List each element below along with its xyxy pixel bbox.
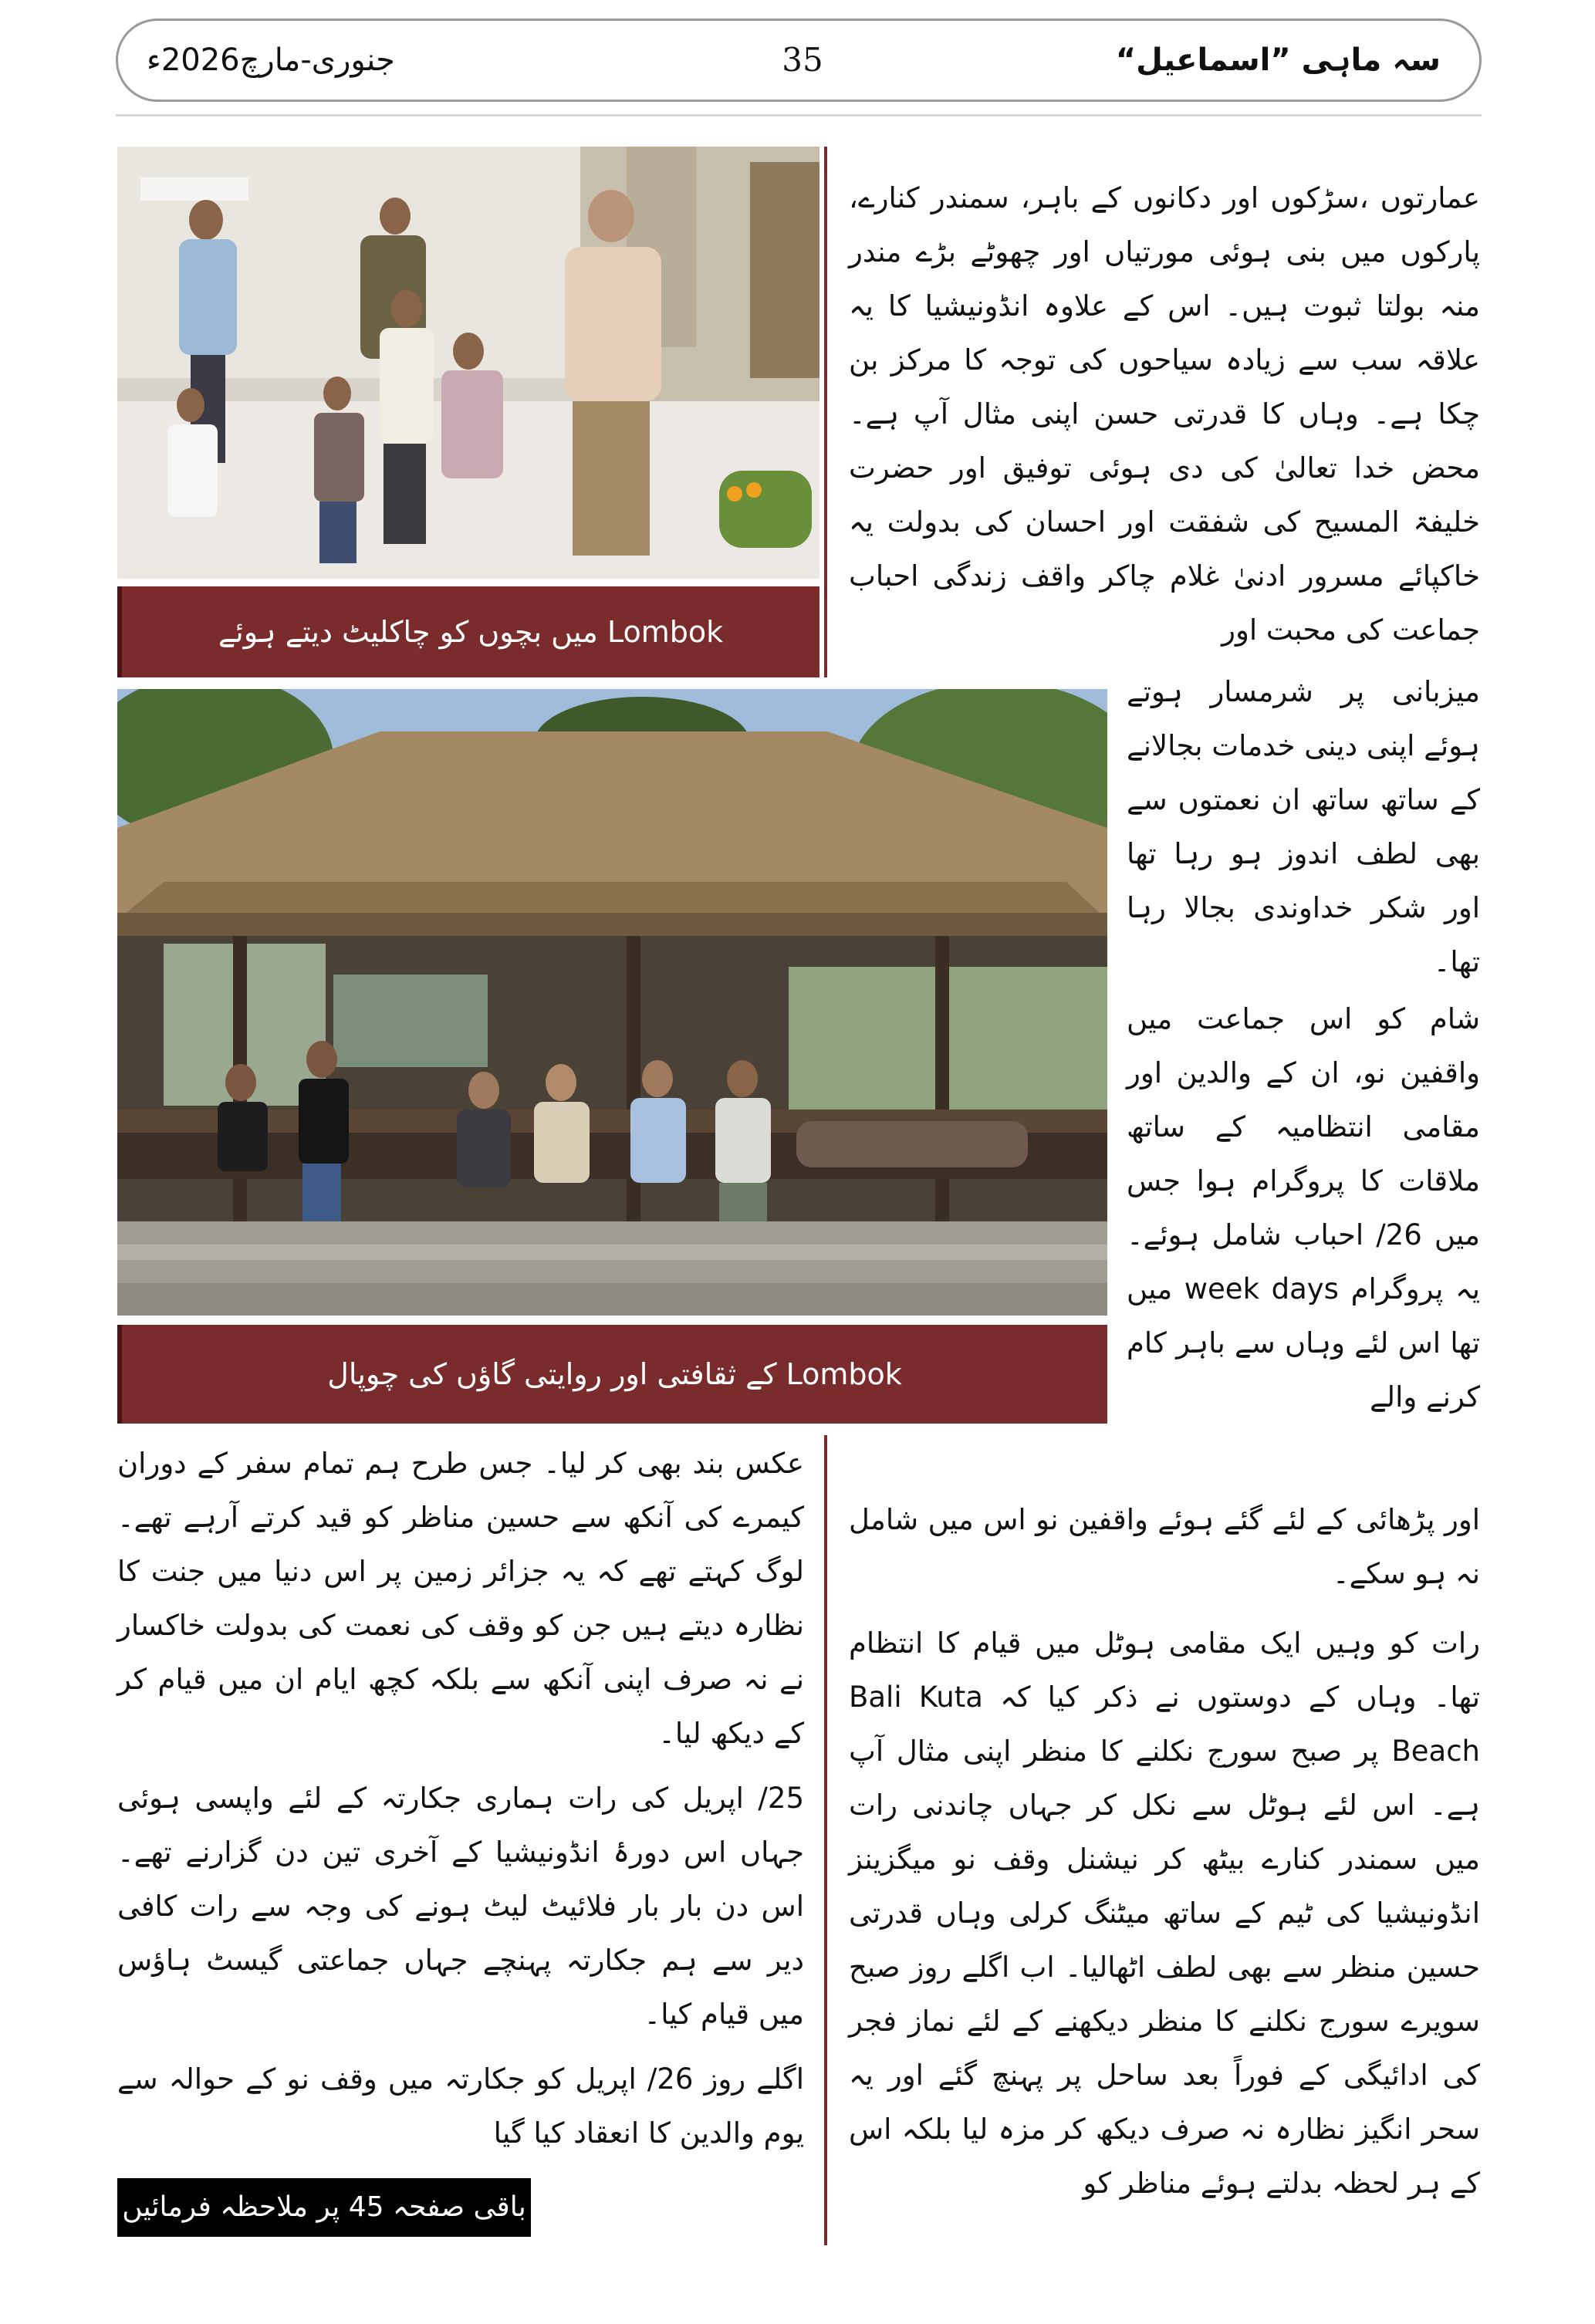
paragraph: عکس بند بھی کر لیا۔ جس طرح ہم تمام سفر کے دوران کیمرے کی آنکھ سے حسین مناظر کو قید کرتے آرہے تھے۔ لوگ کہتے تھے کہ یہ جزائر زمین پر اس دنیا میں جنت کا نظارہ دیتے ہیں جن کو وقف کی نعمت کی بدولت خاکسار نے نہ صرف اپنی آنکھ سے بلکہ کچھ ایام ان میں قیام کر کے دیکھ لیا۔: [117, 1447, 804, 1750]
paragraph: رات کو وہیں ایک مقامی ہوٹل میں قیام کا انتظام تھا۔ وہاں کے دوستوں نے ذکر کیا کہ Bali Kuta Beach پر صبح سورج نکلنے کا منظر اپنی مثال آپ ہے۔ اس لئے ہوٹل سے نکل کر جہاں چاندنی رات میں سمندر کنارے بیٹھ کر نیشنل وقف نو میگزینز انڈونیشیا کی ٹیم کے ساتھ میٹنگ کرلی وہاں قدرتی حسین منظر سے بھی لطف اٹھالیا۔ اب اگلے روز صبح سویرے سورج نکلنے کا منظر دیکھنے کے لئے نماز فجر کی ادائیگی کے فوراً بعد ساحل پر پہنچ گئے اور یہ سحر انگیز نظارہ نہ صرف دیکھ کر مزہ لیا بلکہ اس کے ہر لحظہ بدلتے ہوئے مناظر کو: [849, 1626, 1480, 2200]
paragraph: اور پڑھائی کے لئے گئے ہوئے واقفین نو اس میں شامل نہ ہو سکے۔: [849, 1503, 1480, 1590]
paragraph: شام کو اس جماعت میں واقفین نو، ان کے والدین اور مقامی انتظامیہ کے ساتھ ملاقات کا پروگرام ہوا جس میں 26/ احباب شامل ہوئے۔ یہ پروگرام week days میں تھا اس لئے وہاں سے باہر کام کرنے والے: [1127, 1002, 1480, 1414]
photo-village-pavilion: [117, 689, 1107, 1316]
photo-children-chocolates-image: [117, 147, 819, 579]
paragraph: 25/ اپریل کی رات ہماری جکارتہ کے لئے واپسی ہوئی جہاں اس دورۂ انڈونیشیا کے آخری تین دن گزارنے تھے۔ اس دن بار بار فلائیٹ لیٹ ہونے کی وجہ سے رات کافی دیر سے ہم جکارتہ پہنچے جہاں جماعتی گیسٹ ہاؤس میں قیام کیا۔: [117, 1782, 804, 2031]
right-column-narrow: [1127, 665, 1480, 1424]
photo-caption-middle: Lombok کے ثقافتی اور روایتی گاؤں کی چوپال: [117, 1325, 1107, 1424]
photo-children-chocolates: [117, 147, 819, 579]
photo-caption-top: Lombok میں بچوں کو چاکلیٹ دیتے ہوئے: [117, 586, 819, 677]
page-number: 35: [782, 41, 823, 79]
right-column-lower: [849, 1493, 1480, 2211]
column-divider: [824, 1435, 827, 2245]
header-rule: [116, 114, 1482, 117]
left-column: [117, 1437, 804, 2160]
issue-date: جنوری-مارچ2026ء: [147, 42, 395, 78]
paragraph: اگلے روز 26/ اپریل کو جکارتہ میں وقف نو کے حوالہ سے یوم والدین کا انعقاد کیا گیا: [117, 2062, 804, 2150]
paragraph: میزبانی پر شرمسار ہوتے ہوئے اپنی دینی خدمات بجالانے کے ساتھ ساتھ ان نعمتوں سے بھی لطف اندوز ہو رہا تھا اور شکر خداوندی بجالا رہا تھا۔: [1127, 675, 1480, 978]
paragraph: عمارتوں ،سڑکوں اور دکانوں کے باہر، سمندر کنارے، پارکوں میں بنی ہوئی مورتیاں اور چھوٹے بڑے مندر منہ بولتا ثبوت ہیں۔ اس کے علاوہ انڈونیشیا کا یہ علاقہ سب سے زیادہ سیاحوں کی توجہ کا مرکز بن چکا ہے۔ وہاں کا قدرتی حسن اپنی مثال آپ ہے۔ محض خدا تعالیٰ کی دی ہوئی توفیق اور حضرت خلیفۃ المسیح کی شفقت اور احسان کی بدولت یہ خاکپائے مسرور ادنیٰ غلام چاکر واقف زندگی احباب جماعت کی محبت اور: [849, 181, 1480, 647]
continued-on-page-note: باقی صفحہ 45 پر ملاحظہ فرمائیں: [117, 2178, 531, 2237]
journal-title: سہ ماہی ”اسماعیل“: [1115, 42, 1441, 78]
right-column-upper: [849, 171, 1480, 657]
photo-village-pavilion-image: [117, 689, 1107, 1316]
divider-top-photo: [824, 147, 827, 677]
